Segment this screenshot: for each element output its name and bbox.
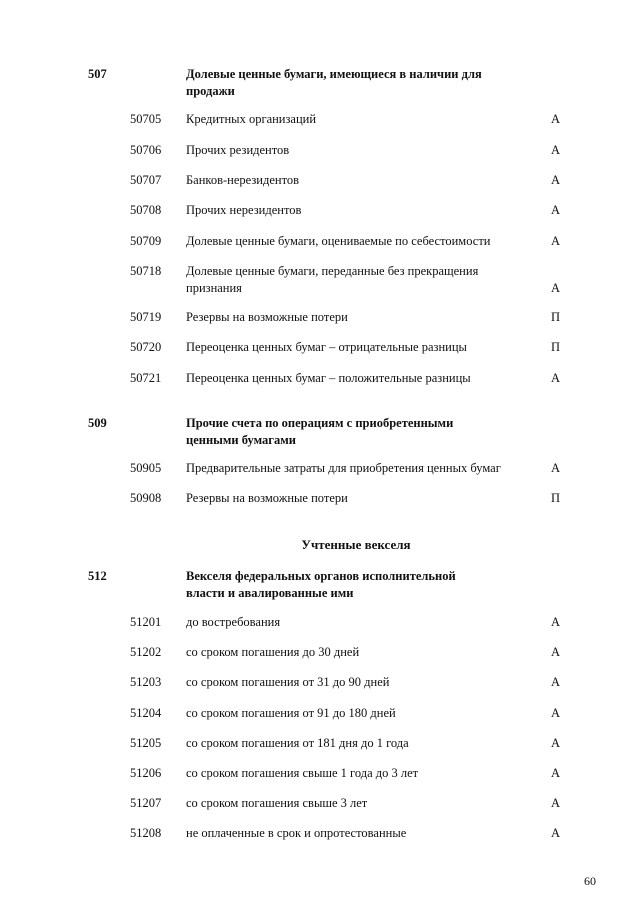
subaccount-name: со сроком погашения от 91 до 180 дней — [186, 706, 396, 720]
subaccount-code: 51206 — [130, 766, 162, 780]
section-heading-text: Учтенные векселя — [301, 537, 411, 552]
subaccount-name: Резервы на возможные потери — [186, 491, 348, 505]
subaccount-name: до востребования — [186, 615, 281, 629]
subaccount-attribute: А — [551, 766, 561, 780]
subaccount-code: 50720 — [130, 340, 162, 354]
subaccount-code: 50908 — [130, 491, 162, 505]
subaccount-attribute: А — [551, 796, 561, 810]
subaccount-attribute: А — [551, 461, 561, 475]
subaccount-code: 50719 — [130, 310, 162, 324]
subaccount-name: Резервы на возможные потери — [186, 310, 348, 324]
subaccount-code: 51208 — [130, 826, 162, 840]
subaccount-attribute: А — [551, 706, 561, 720]
subaccount-attribute: А — [551, 143, 561, 157]
account-title: Долевые ценные бумаги, имеющиеся в наличии для продажи — [186, 67, 482, 98]
subaccount-name: Кредитных организаций — [186, 112, 317, 126]
subaccount-code: 50709 — [130, 234, 162, 248]
subaccount-name: Предварительные затраты для приобретения ценных бумаг — [186, 461, 501, 475]
subaccount-name: Долевые ценные бумаги, переданные без прекращения признания — [186, 264, 479, 295]
subaccount-attribute: П — [551, 310, 561, 324]
subaccount-attribute: А — [551, 281, 561, 295]
subaccount-code: 50718 — [130, 264, 162, 278]
subaccount-name: Банков-нерезидентов — [186, 173, 300, 187]
subaccount-name: Прочих нерезидентов — [186, 203, 302, 217]
subaccount-name: со сроком погашения до 30 дней — [186, 645, 360, 659]
account-code: 509 — [88, 416, 107, 430]
subaccount-code: 51207 — [130, 796, 162, 810]
subaccount-code: 51202 — [130, 645, 162, 659]
subaccount-code: 50706 — [130, 143, 162, 157]
subaccount-attribute: А — [551, 371, 561, 385]
subaccount-name: Долевые ценные бумаги, оцениваемые по себестоимости — [186, 234, 491, 248]
subaccount-code: 51201 — [130, 615, 162, 629]
subaccount-code: 51203 — [130, 675, 162, 689]
subaccount-name: со сроком погашения от 31 до 90 дней — [186, 675, 390, 689]
subaccount-attribute: А — [551, 173, 561, 187]
account-title: Векселя федеральных органов исполнительной власти и авалированные ими — [186, 569, 456, 600]
account-code: 507 — [88, 67, 107, 81]
subaccount-code: 50721 — [130, 371, 162, 385]
subaccount-code: 51205 — [130, 736, 162, 750]
subaccount-name: со сроком погашения свыше 1 года до 3 лет — [186, 766, 419, 780]
subaccount-attribute: А — [551, 675, 561, 689]
account-code: 512 — [88, 569, 107, 583]
subaccount-code: 50707 — [130, 173, 162, 187]
subaccount-attribute: А — [551, 645, 561, 659]
subaccount-attribute: П — [551, 491, 561, 505]
subaccount-attribute: А — [551, 615, 561, 629]
subaccount-name: со сроком погашения от 181 дня до 1 года — [186, 736, 409, 750]
subaccount-attribute: А — [551, 826, 561, 840]
page-number: 60 — [584, 874, 596, 888]
subaccount-name: Переоценка ценных бумаг – отрицательные разницы — [186, 340, 467, 354]
subaccount-code: 50705 — [130, 112, 162, 126]
subaccount-attribute: П — [551, 340, 561, 354]
subaccount-code: 50708 — [130, 203, 162, 217]
account-title: Прочие счета по операциям с приобретенными ценными бумагами — [186, 416, 454, 447]
subaccount-name: со сроком погашения свыше 3 лет — [186, 796, 368, 810]
subaccount-name: Переоценка ценных бумаг – положительные разницы — [186, 371, 471, 385]
subaccount-attribute: А — [551, 736, 561, 750]
subaccount-code: 50905 — [130, 461, 162, 475]
subaccount-code: 51204 — [130, 706, 162, 720]
subaccount-name: не оплаченные в срок и опротестованные — [186, 826, 407, 840]
section-heading — [0, 537, 640, 553]
subaccount-attribute: А — [551, 112, 561, 126]
subaccount-attribute: А — [551, 203, 561, 217]
subaccount-name: Прочих резидентов — [186, 143, 290, 157]
subaccount-attribute: А — [551, 234, 561, 248]
